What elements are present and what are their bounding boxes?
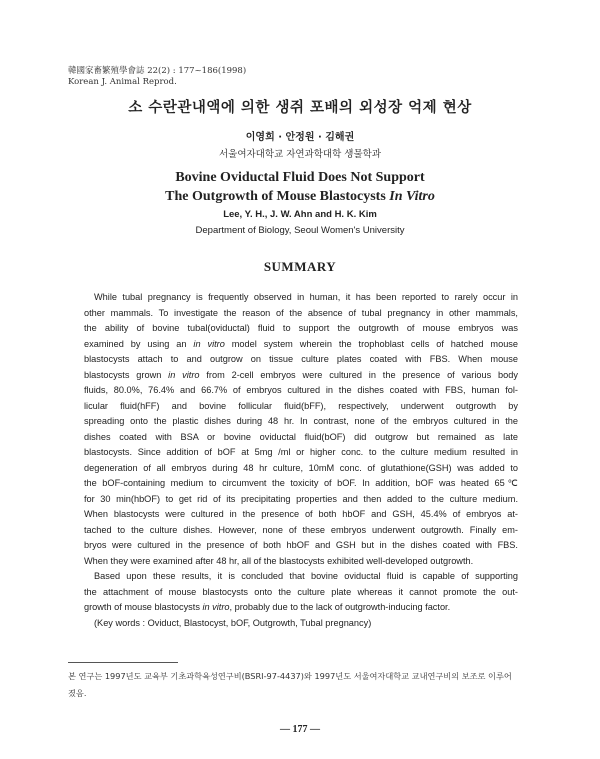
abstract-line: the attachment of mouse blastocysts onto the culture plate whereas it cannot promote the out- [84,586,518,597]
abstract-line: other mammals. To investigate the reason of the absence of tubal pregnancy in other mammals, [84,307,518,318]
english-affiliation: Department of Biology, Seoul Women's University [195,225,405,236]
abstract-line: dishes coated with BSA or bovine oviductal fluid(bOF) did outgrow but remained as late [84,431,518,442]
abstract-line: tached to the culture dishes. However, none of these embryos underwent outgrowth. Finally em- [84,524,518,535]
abstract-line: examined by using an in vitro model system wherein the trophoblast cells of hatched mouse [84,338,519,349]
korean-title: 소 수란관내액에 의한 생쥐 포배의 외성장 억제 현상 [128,100,472,116]
abstract-line: When blastocysts were cultured in the presence of both hbOF and GSH, 45.4% of embryos at- [84,509,518,519]
abstract-line: degeneration of all embryos during 48 hr culture, 10mM conc. of glutathione(GSH) was added to [84,462,518,473]
abstract-line: fluids, 80.0%, 76.4% and 66.7% of embryos cultured in the dishes coated with FBS, human fol- [84,385,518,395]
abstract-line: growth of mouse blastocysts in vitro, probably due to the lack of outgrowth-inducing factor. [84,602,451,612]
abstract-line: licular fluid(hFF) and bovine follicular fluid(bFF), respectively, underwent outgrowth by [84,400,518,411]
english-title-line2 [0,187,600,206]
english-title-in-vitro: In Vitro [389,189,435,204]
abstract-line: bryos were cultured in the presence of both hbOF and GSH but in the dishes coated with FBS. [84,540,518,550]
abstract-line: blastocysts. Since addition of bOF at 5mg /ml or higher conc. to the culture medium resulted in [84,447,518,457]
footnote-line2: 졌음. [68,688,87,698]
abstract-line: the bOF-containing medium to circumvent the toxicity of bOF. In addition, bOF was heated 65℃ [84,478,518,488]
abstract-line: spreading onto the plastic dishes during 48 hr. In contrast, none of the embryos cultured in the [84,416,518,426]
footnote-rule [68,662,178,663]
abstract-line: While tubal pregnancy is frequently observed in human, it has been reported to rarely occur in [94,292,518,302]
abstract-line: for 30 min(hbOF) to get rid of its precipitating properties and then added to the culture medium. [84,493,518,504]
abstract-line: blastocysts attach to and outgrow on tissue culture plates coated with FBS. When mouse [84,354,518,364]
abstract-line: Based upon these results, it is concluded that bovine oviductal fluid is capable of supporting [94,571,518,581]
korean-affiliation: 서울여자대학교 자연과학대학 생물학과 [218,149,382,160]
abstract-body [84,290,518,631]
journal-header [68,66,246,88]
journal-citation: 韓國家畜繁殖學會誌 22(2) : 177~186(1998) [68,66,247,76]
english-authors: Lee, Y. H., J. W. Ahn and H. K. Kim [223,209,377,220]
english-title-line2-text: The Outgrowth of Mouse Blastocysts [165,189,390,204]
abstract-line: (Key words : Oviduct, Blastocyst, bOF, Outgrowth, Tubal pregnancy) [94,617,372,628]
korean-authors: 이영희 · 안정원 · 김해권 [245,132,355,143]
funding-footnote [68,668,538,702]
english-title [0,168,600,206]
english-title-line1: Bovine Oviductal Fluid Does Not Support [175,170,425,185]
abstract-line: the ability of bovine tubal(oviductal) fluid to support the outgrowth of mouse embryos was [84,323,518,333]
summary-heading: SUMMARY [263,259,337,274]
abstract-line: blastocysts grown in vitro from 2-cell embryos were cultured in the presence of various body [84,369,518,380]
journal-name: Korean J. Animal Reprod. [68,77,177,87]
footnote-line1: 본 연구는 1997년도 교육부 기초과학육성연구비(BSRI-97-4437)와 1997년도 서울여자대학교 교내연구비의 보조로 이루어 [68,671,512,681]
page-number: — 177 — [280,724,320,735]
abstract-line: When they were examined after 48 hr, all of the blastocysts exhibited well-developed outgrowth. [84,555,474,566]
